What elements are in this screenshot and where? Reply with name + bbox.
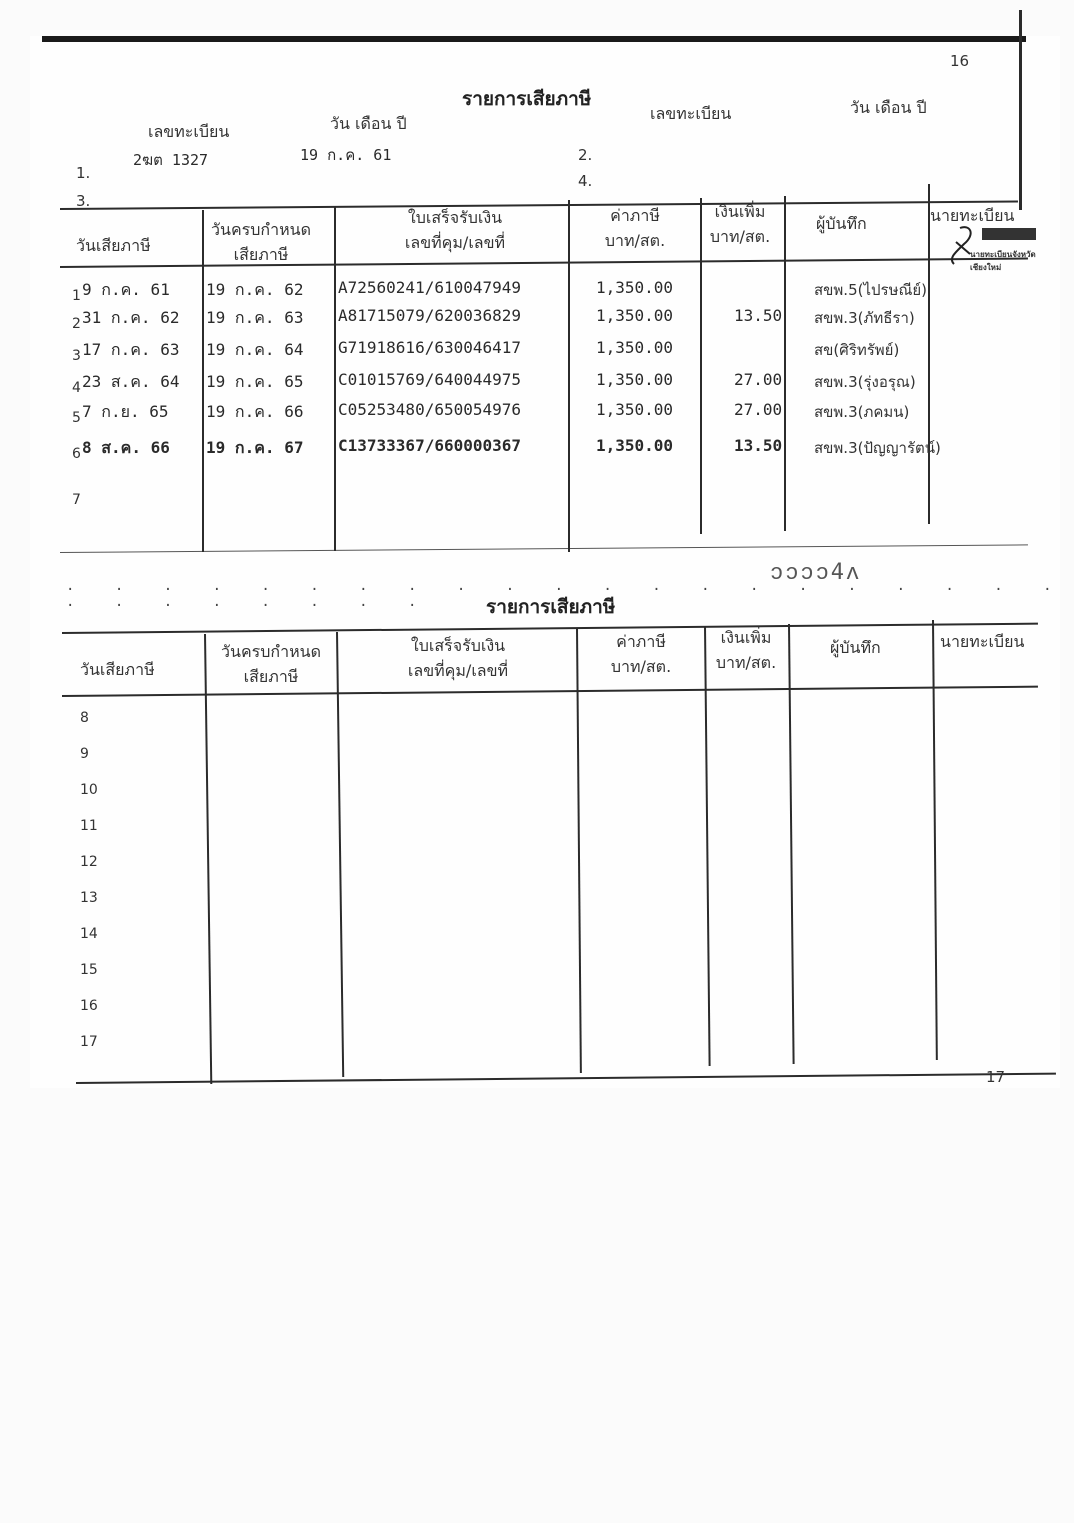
- col-header-due-date: [196, 218, 326, 268]
- row4-paid: 23 ส.ค. 64: [82, 372, 180, 391]
- item-3: 3.: [76, 192, 91, 210]
- item-4: 4.: [578, 172, 593, 190]
- row3-paid: 17 ก.ค. 63: [82, 340, 180, 359]
- t2-col-header-due-date: [208, 640, 334, 690]
- col-header-surcharge: [700, 200, 780, 250]
- table2-row-number: 13: [80, 890, 98, 906]
- reg-label-left: เลขทะเบียน: [148, 122, 230, 141]
- table1-col-divider: [334, 206, 336, 551]
- col-header-receipt-line1: ใบเสร็จรับเงิน: [407, 208, 503, 227]
- t2-col-header-tax: [580, 630, 702, 680]
- table2-row-number: 12: [80, 854, 98, 870]
- row7-no: 7: [72, 492, 81, 508]
- col-header-tax-line1: ค่าภาษี: [610, 206, 660, 225]
- col-header-receipt: [340, 206, 570, 256]
- right-border: [1019, 10, 1022, 210]
- t2-col-header-surcharge-line1: เงินเพิ่ม: [720, 628, 772, 647]
- item-2: 2.: [578, 146, 593, 164]
- stamp-text: นายทะเบียนจังหวัดเชียงใหม่: [970, 250, 1036, 272]
- t2-col-header-surcharge-line2: บาท/สต.: [715, 653, 777, 672]
- table2-row-number: 15: [80, 962, 98, 978]
- row2-receipt: A81715079/620036829: [338, 306, 522, 325]
- row3-no: 3: [72, 348, 81, 364]
- reg-label-right: เลขทะเบียน: [650, 104, 732, 123]
- t2-col-header-tax-line2: บาท/สต.: [610, 657, 672, 676]
- row1-no: 1: [72, 288, 81, 304]
- page-number-top: 16: [950, 52, 970, 70]
- row4-surcharge: 27.00: [734, 370, 783, 389]
- watermark-number: ᴐᴐᴐᴐ4ᴧ: [770, 560, 862, 585]
- table2-row-number: 14: [80, 926, 98, 942]
- t2-col-header-surcharge: [706, 626, 786, 676]
- row4-recorder: สขพ.3(รุ่งอรุณ): [814, 373, 916, 391]
- t2-col-header-tax-line1: ค่าภาษี: [616, 632, 666, 651]
- t2-col-header-paid-date: วันเสียภาษี: [80, 660, 155, 679]
- row6-tax: 1,350.00: [596, 436, 674, 455]
- t2-col-header-receipt: [340, 634, 576, 684]
- row6-recorder: สขพ.3(ปัญญารัตน์): [814, 439, 941, 457]
- row2-due: 19 ก.ค. 63: [206, 308, 304, 327]
- row1-receipt: A72560241/610047949: [338, 278, 522, 297]
- registration-date: 19 ก.ค. 61: [300, 146, 392, 164]
- row5-paid: 7 ก.ย. 65: [82, 402, 169, 421]
- official-stamp: [930, 224, 1038, 272]
- dotted-separator: · · · · · · · · · · · · · · · · · · · · · · · · · · · · ·: [66, 582, 1068, 614]
- row6-surcharge: 13.50: [734, 436, 783, 455]
- row4-tax: 1,350.00: [596, 370, 674, 389]
- col-header-surcharge-line2: บาท/สต.: [709, 227, 771, 246]
- t2-col-header-receipt-line1: ใบเสร็จรับเงิน: [410, 636, 506, 655]
- table2-row-number: 16: [80, 998, 98, 1014]
- row2-surcharge: 13.50: [734, 306, 783, 325]
- row6-due: 19 ก.ค. 67: [206, 438, 304, 457]
- row2-no: 2: [72, 316, 81, 332]
- date-label-right: วัน เดือน ปี: [850, 98, 927, 117]
- row3-tax: 1,350.00: [596, 338, 674, 357]
- col-header-registrar: นายทะเบียน: [930, 206, 1015, 225]
- section1-title: รายการเสียภาษี: [462, 88, 592, 110]
- table2-row-number: 17: [80, 1034, 98, 1050]
- row3-recorder: สข(ศิริทรัพย์): [814, 341, 900, 359]
- col-header-due-line2: เสียภาษี: [233, 245, 289, 264]
- row6-no: 6: [72, 446, 81, 462]
- col-header-tax-line2: บาท/สต.: [604, 231, 666, 250]
- col-header-tax: [580, 204, 690, 254]
- item-1: 1.: [76, 164, 91, 182]
- row1-paid: 9 ก.ค. 61: [82, 280, 170, 299]
- row5-tax: 1,350.00: [596, 400, 674, 419]
- t2-col-header-due-line2: เสียภาษี: [243, 667, 299, 686]
- registration-number: 2ฆต 1327: [133, 151, 209, 169]
- row1-due: 19 ก.ค. 62: [206, 280, 304, 299]
- date-label-left: วัน เดือน ปี: [330, 114, 407, 133]
- row4-receipt: C01015769/640044975: [338, 370, 522, 389]
- t2-col-header-due-line1: วันครบกำหนด: [221, 642, 321, 661]
- row5-due: 19 ก.ค. 66: [206, 402, 304, 421]
- row5-receipt: C05253480/650054976: [338, 400, 522, 419]
- col-header-surcharge-line1: เงินเพิ่ม: [714, 202, 766, 221]
- table2-row-number: 11: [80, 818, 98, 834]
- document-page: [30, 36, 1060, 1088]
- row5-no: 5: [72, 410, 81, 426]
- row2-tax: 1,350.00: [596, 306, 674, 325]
- row1-recorder: สขพ.5(ไปรษณีย์): [814, 281, 928, 299]
- top-border: [42, 36, 1026, 42]
- section2-title: รายการเสียภาษี: [486, 596, 616, 618]
- t2-col-header-receipt-line2: เลขที่คุม/เลขที่: [407, 661, 509, 680]
- row6-receipt: C13733367/660000367: [338, 436, 522, 455]
- row6-paid: 8 ส.ค. 66: [82, 438, 170, 457]
- row4-no: 4: [72, 380, 81, 396]
- col-header-paid-date: วันเสียภาษี: [76, 236, 151, 255]
- row5-surcharge: 27.00: [734, 400, 783, 419]
- t2-col-header-registrar: นายทะเบียน: [940, 632, 1025, 651]
- row2-paid: 31 ก.ค. 62: [82, 308, 180, 327]
- page-number-bottom: 17: [986, 1068, 1006, 1086]
- t2-col-header-recorder: ผู้บันทึก: [830, 638, 881, 657]
- row4-due: 19 ก.ค. 65: [206, 372, 304, 391]
- col-header-due-line1: วันครบกำหนด: [211, 220, 311, 239]
- col-header-recorder: ผู้บันทึก: [816, 214, 867, 233]
- col-header-receipt-line2: เลขที่คุม/เลขที่: [404, 233, 506, 252]
- row5-recorder: สขพ.3(ภคมน): [814, 403, 910, 421]
- row3-receipt: G71918616/630046417: [338, 338, 522, 357]
- row2-recorder: สขพ.3(ภัทธีรา): [814, 309, 915, 327]
- table2-row-number: 9: [80, 746, 89, 762]
- row3-due: 19 ก.ค. 64: [206, 340, 304, 359]
- table2-row-number: 8: [80, 710, 89, 726]
- table2-row-number: 10: [80, 782, 98, 798]
- row1-tax: 1,350.00: [596, 278, 674, 297]
- table1-col-divider: [784, 196, 786, 531]
